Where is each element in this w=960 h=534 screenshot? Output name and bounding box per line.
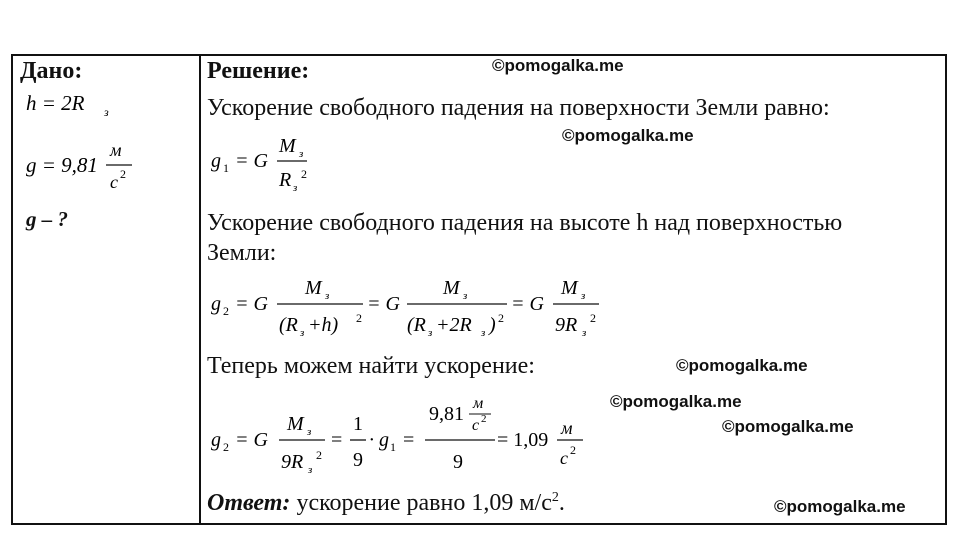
watermark: ©pomogalka.me bbox=[722, 417, 854, 436]
svg-text:з: з bbox=[299, 148, 304, 160]
svg-text:з: з bbox=[308, 464, 313, 476]
watermark: ©pomogalka.me bbox=[562, 126, 694, 145]
svg-text:2: 2 bbox=[356, 311, 362, 325]
answer-line bbox=[207, 490, 565, 517]
solution-line2b: Земли: bbox=[207, 240, 277, 266]
svg-text:з: з bbox=[581, 290, 586, 302]
svg-text:2: 2 bbox=[301, 167, 307, 181]
svg-text:з: з bbox=[428, 327, 433, 339]
svg-text:9: 9 bbox=[453, 451, 463, 473]
svg-text:=: = bbox=[331, 429, 343, 451]
svg-text:R: R bbox=[279, 169, 292, 191]
given-g-unit-num: м bbox=[110, 140, 122, 160]
svg-text:з: з bbox=[293, 182, 298, 194]
svg-text:2: 2 bbox=[223, 304, 229, 318]
svg-text:= 1,09: = 1,09 bbox=[497, 429, 549, 451]
answer-text: ускорение равно 1,09 м/с bbox=[290, 490, 552, 516]
svg-text:1: 1 bbox=[390, 440, 396, 454]
given-g-unit-pow: 2 bbox=[120, 167, 126, 181]
svg-text:): ) bbox=[489, 314, 496, 336]
watermark: ©pomogalka.me bbox=[610, 392, 742, 411]
svg-text:м: м bbox=[561, 418, 573, 438]
svg-text:з: з bbox=[325, 290, 330, 302]
svg-text:2: 2 bbox=[316, 448, 322, 462]
svg-text:з: з bbox=[463, 290, 468, 302]
svg-text:2: 2 bbox=[223, 440, 229, 454]
answer-end: . bbox=[558, 490, 565, 516]
answer-pow: 2 bbox=[551, 490, 559, 505]
watermark: ©pomogalka.me bbox=[492, 56, 624, 75]
svg-text:9R: 9R bbox=[281, 451, 304, 473]
svg-text:9R: 9R bbox=[555, 314, 578, 336]
svg-text:+2R: +2R bbox=[436, 314, 472, 336]
svg-text:1: 1 bbox=[223, 161, 229, 175]
svg-text:з: з bbox=[300, 327, 305, 339]
svg-text:= G: = G bbox=[235, 293, 268, 315]
formula-g2-expansion bbox=[207, 272, 627, 342]
solution-line3: Теперь можем найти ускорение: bbox=[207, 353, 535, 379]
given-g-eq: g = 9,81 bbox=[26, 153, 98, 177]
svg-text:(R: (R bbox=[279, 314, 298, 336]
given-unknown: g – ? bbox=[26, 207, 68, 231]
formula-g2-result bbox=[207, 392, 607, 478]
svg-text:= G: = G bbox=[235, 150, 268, 172]
svg-text:м: м bbox=[473, 395, 484, 412]
svg-text:= G: = G bbox=[367, 293, 400, 315]
svg-text:1: 1 bbox=[353, 413, 363, 435]
svg-text:= G: = G bbox=[235, 429, 268, 451]
solution-line2a: Ускорение свободного падения на высоте h над поверхностью bbox=[207, 210, 843, 236]
column-divider bbox=[199, 56, 201, 523]
svg-text:+h): +h) bbox=[308, 314, 339, 336]
given-h-sub: з bbox=[104, 105, 109, 119]
svg-text:c: c bbox=[560, 448, 568, 468]
svg-text:2: 2 bbox=[590, 311, 596, 325]
svg-text:(R: (R bbox=[407, 314, 426, 336]
svg-text:· g: · g bbox=[369, 429, 389, 451]
svg-text:2: 2 bbox=[570, 443, 576, 457]
svg-text:M: M bbox=[287, 413, 304, 435]
solution-header: Решение: bbox=[207, 58, 310, 84]
svg-text:M: M bbox=[305, 277, 322, 299]
svg-text:g: g bbox=[211, 293, 221, 315]
svg-text:c: c bbox=[472, 417, 480, 434]
svg-text:M: M bbox=[443, 277, 460, 299]
watermark: ©pomogalka.me bbox=[774, 497, 906, 516]
given-h-eq: h = 2R bbox=[26, 91, 85, 115]
svg-text:9: 9 bbox=[353, 449, 363, 471]
svg-text:2: 2 bbox=[498, 311, 504, 325]
given-g-unit-den: c bbox=[110, 172, 118, 192]
formula-g1 bbox=[207, 130, 357, 196]
svg-text:g: g bbox=[211, 150, 221, 172]
svg-text:M: M bbox=[561, 277, 578, 299]
svg-text:M: M bbox=[279, 135, 296, 157]
svg-text:з: з bbox=[481, 327, 486, 339]
svg-text:= G: = G bbox=[511, 293, 544, 315]
svg-text:9,81: 9,81 bbox=[429, 403, 464, 425]
svg-text:з: з bbox=[582, 327, 587, 339]
svg-text:=: = bbox=[403, 429, 415, 451]
svg-text:g: g bbox=[211, 429, 221, 451]
svg-text:2: 2 bbox=[481, 413, 487, 425]
answer-label: Ответ: bbox=[207, 490, 291, 516]
solution-line1: Ускорение свободного падения на поверхности Земли равно: bbox=[207, 95, 830, 121]
given-header: Дано: bbox=[20, 58, 83, 84]
watermark: ©pomogalka.me bbox=[676, 356, 808, 375]
svg-text:з: з bbox=[307, 426, 312, 438]
